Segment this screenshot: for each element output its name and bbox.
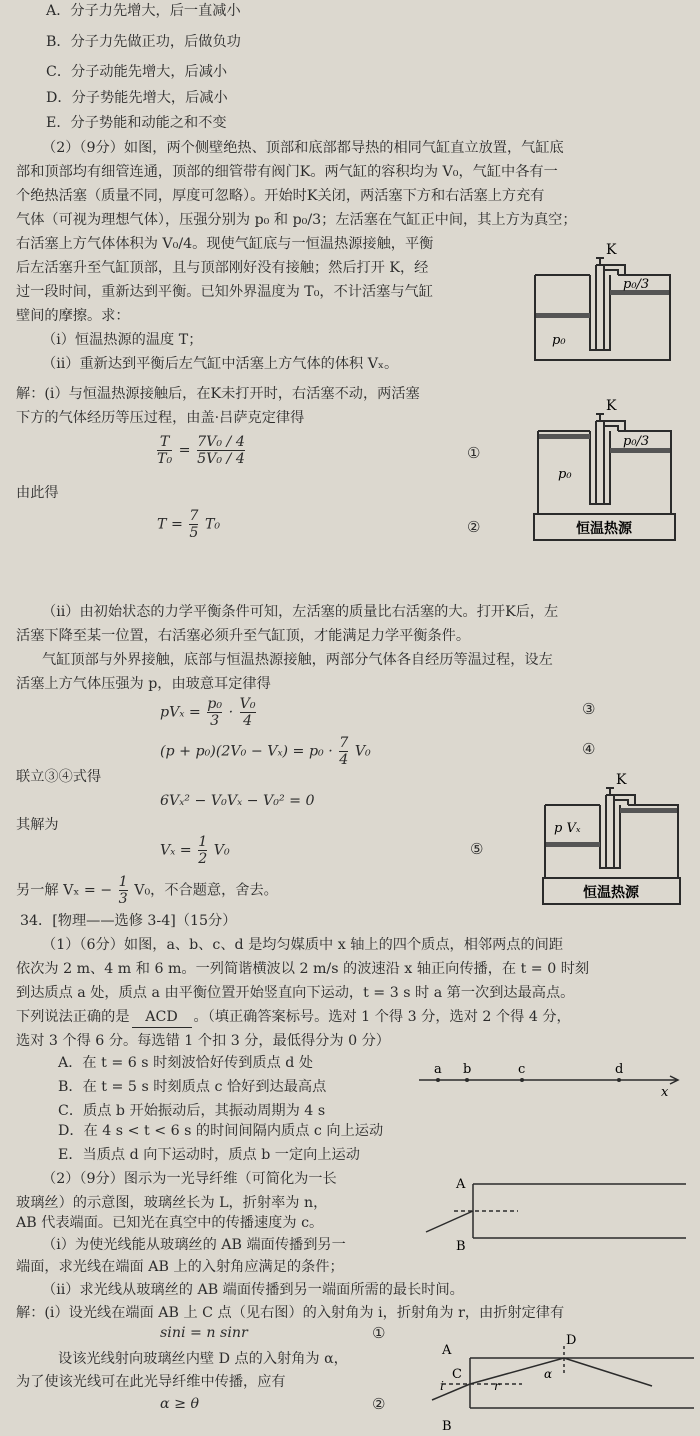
x-axis-figure	[415, 1060, 685, 1100]
q34-title: 34．[物理——选修 3-4]（15分）	[20, 913, 237, 929]
q2-line: 过一段时间，重新达到平衡。已知外界温度为 T₀，不计活塞与气缸	[16, 284, 433, 300]
valve-label: K	[616, 772, 627, 788]
label-r: r	[494, 1379, 500, 1393]
heat-source-label: 恒温热源	[583, 885, 639, 901]
q34-option-e: E．当质点 d 向下运动时，质点 b 一定向上运动	[58, 1147, 360, 1163]
label-i: i	[440, 1379, 444, 1393]
sol-line: 由此得	[16, 485, 59, 501]
label-c: c	[518, 1062, 526, 1077]
equation-1: $\frac{T}{\text{T₀}}$ = $\frac{\text{7V₀ / 4}}{\text{5V₀ / 4}}$	[157, 434, 245, 467]
fiber-figure	[418, 1172, 688, 1254]
q2-line: （ii）重新达到平衡后左气缸中活塞上方气体的体积 Vₓ。	[42, 356, 399, 372]
equation-3: pVₓ = $\frac{\text{p₀}}{3}$ · $\frac{\text{V₀}}{4}$	[160, 696, 256, 729]
option-e: E．分子势能和动能之和不变	[46, 115, 227, 131]
option-b: B．分子力先做正功，后做负功	[46, 34, 241, 50]
p0-label: p₀	[552, 333, 566, 348]
cylinder-figure-heated	[530, 396, 680, 544]
q34-option-c: C．质点 b 开始振动后，其振动周期为 4 s	[58, 1103, 326, 1119]
label-d: D	[566, 1333, 577, 1348]
right-piston	[620, 808, 677, 813]
label-x: x	[661, 1085, 669, 1100]
heat-source-label: 恒温热源	[576, 521, 632, 537]
sol2-line: 气缸顶部与外界接触，底部与恒温热源接触，两部分气体各自经历等温过程，设左	[42, 652, 553, 668]
cylinder-figure-final	[540, 770, 685, 910]
q34-line: 到达质点 a 处，质点 a 由平衡位置开始竖直向下运动，t = 3 s 时 a 第一次到达最高点。	[16, 985, 575, 1001]
point-c	[520, 1078, 524, 1082]
q2-line: 个绝热活塞（质量不同，厚度可忽略）。开始时K关闭，两活塞下方和右活塞上方充有	[16, 188, 545, 204]
option-c: C．分子动能先增大，后减小	[46, 64, 228, 80]
marker-3: ③	[582, 700, 596, 718]
label-a: A	[456, 1177, 466, 1192]
equation-snell: sini = n sinr	[160, 1325, 248, 1341]
valve-label: K	[606, 242, 617, 258]
q34-line: 依次为 2 m、4 m 和 6 m。一列简谐横波以 2 m/s 的波速沿 x 轴正向传播，在 t = 0 时刻	[16, 961, 590, 977]
left-piston	[546, 842, 600, 847]
q2-line: 气体（可视为理想气体），压强分别为 p₀ 和 p₀/3；左活塞在气缸正中间，其上方为真空；	[16, 212, 577, 228]
label-b: B	[456, 1239, 466, 1254]
p0-3-label: p₀/3	[623, 434, 650, 449]
q2-line: 壁间的摩擦。求：	[16, 308, 130, 324]
q34-option-d: D．在 4 s < t < 6 s 的时间间隔内质点 c 向上运动	[58, 1123, 384, 1139]
q34b-line: 解：(i）设光线在端面 AB 上 C 点（见右图）的入射角为 i，折射角为 r，由折射定律有	[16, 1305, 565, 1321]
q34b-line: AB 代表端面。已知光在真空中的传播速度为 c。	[16, 1215, 324, 1231]
point-b	[465, 1078, 469, 1082]
fiber-figure-detailed	[412, 1328, 697, 1434]
sol2-line: 活塞上方气体压强为 p，由玻意耳定律得	[16, 676, 271, 692]
equation-2: T = $\frac{7}{5}$ T₀	[157, 508, 221, 541]
label-b: b	[463, 1062, 472, 1077]
point-a	[436, 1078, 440, 1082]
marker-1: ①	[467, 444, 481, 462]
q2-line: 后左活塞升至气缸顶部，且与顶部刚好没有接触；然后打开 K，经	[16, 260, 429, 276]
marker-2: ②	[467, 518, 481, 536]
q34b-line: （i）为使光线能从玻璃丝的 AB 端面传播到另一	[42, 1237, 346, 1253]
q34b-line: 为了使该光线可在此光导纤维中传播，应有	[16, 1374, 286, 1390]
valve-label: K	[606, 398, 617, 414]
q34-line: 选对 3 个得 6 分。每选错 1 个扣 3 分，最低得分为 0 分）	[16, 1033, 390, 1049]
marker-4: ④	[582, 740, 596, 758]
sol-line: 解：(i）与恒温热源接触后，在K未打开时，右活塞不动，两活塞	[16, 386, 420, 402]
marker-5: ⑤	[470, 840, 484, 858]
q34b-line: （ii）求光线从玻璃丝的 AB 端面传播到另一端面所需的最长时间。	[42, 1282, 464, 1298]
equation-5: 6Vₓ² − V₀Vₓ − V₀² = 0	[160, 793, 315, 809]
sol-line: 下方的气体经历等压过程，由盖·吕萨克定律得	[16, 410, 305, 426]
q34-option-b: B．在 t = 5 s 时刻质点 c 恰好到达最高点	[58, 1079, 327, 1095]
label-d: d	[615, 1062, 624, 1077]
marker-1: ①	[372, 1324, 386, 1342]
solution-label: 其解为	[16, 817, 59, 833]
q2-line: （2）（9分）如图，两个侧壁绝热、顶部和底部都导热的相同气缸直立放置，气缸底	[42, 140, 564, 156]
label-alpha: α	[544, 1367, 553, 1381]
q2-line: 右活塞上方气体体积为 V₀/4。现使气缸底与一恒温热源接触，平衡	[16, 236, 434, 252]
q34b-line: （2）（9分）图示为一光导纤维（可简化为一长	[42, 1171, 337, 1187]
equation-angle: α ≥ θ	[160, 1396, 200, 1412]
option-d: D．分子势能先增大，后减小	[46, 90, 228, 106]
q2-line: 部和顶部均有细管连通，顶部的细管带有阀门K。两气缸的容积均为 V₀，气缸中各有一	[16, 164, 558, 180]
label-a: a	[434, 1062, 442, 1077]
label-c: C	[452, 1367, 462, 1382]
q34-line: 下列说法正确的是 ACD 。（填正确答案标号。选对 1 个得 3 分，选对 2 个得 4 分，	[16, 1008, 571, 1028]
pvx-label: p Vₓ	[554, 821, 581, 836]
equation-6: Vₓ = $\frac{1}{2}$ V₀	[160, 834, 230, 867]
other-solution: 另一解 Vₓ = − $\frac{1}{3}$ V₀，不合题意，舍去。	[16, 874, 278, 907]
left-piston	[536, 313, 590, 318]
equation-4: (p + p₀)(2V₀ − Vₓ) = p₀ · $\frac{7}{4}$ V₀	[160, 735, 371, 768]
point-d	[617, 1078, 621, 1082]
q34b-line: 设该光线射向玻璃丝内壁 D 点的入射角为 α，	[58, 1351, 348, 1367]
sol2-line: （ii）由初始状态的力学平衡条件可知，左活塞的质量比右活塞的大。打开K后，左	[42, 604, 559, 620]
p0-label: p₀	[558, 467, 572, 482]
q34b-line: 端面，求光线在端面 AB 上的入射角应满足的条件；	[16, 1259, 344, 1275]
cylinder-figure-initial	[530, 240, 680, 365]
answer-blank: ACD	[132, 1008, 192, 1028]
option-a: A．分子力先增大，后一直减小	[46, 3, 241, 19]
p0-3-label: p₀/3	[623, 277, 650, 292]
q34-line: （1）（6分）如图，a、b、c、d 是均匀媒质中 x 轴上的四个质点，相邻两点的间距	[42, 937, 564, 953]
sol2-line: 活塞下降至某一位置，右活塞必须升至气缸顶，才能满足力学平衡条件。	[16, 628, 471, 644]
q2-line: （i）恒温热源的温度 T；	[42, 332, 203, 348]
join-text: 联立③④式得	[16, 769, 102, 785]
left-piston	[539, 434, 590, 439]
q34-option-a: A．在 t = 6 s 时刻波恰好传到质点 d 处	[58, 1055, 314, 1071]
q34b-line: 玻璃丝）的示意图，玻璃丝长为 L，折射率为 n，	[16, 1195, 328, 1211]
label-a: A	[442, 1343, 452, 1358]
label-b: B	[442, 1419, 452, 1434]
marker-2: ②	[372, 1395, 386, 1413]
